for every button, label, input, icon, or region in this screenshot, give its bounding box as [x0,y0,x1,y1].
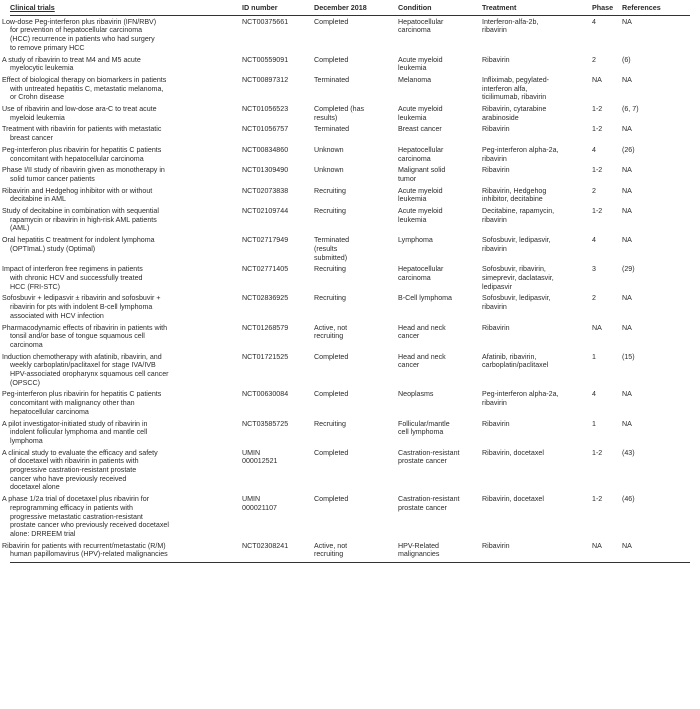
cell-condition: Lymphoma [398,236,433,245]
cell-status: Unknown [314,145,344,154]
table-row [10,388,690,417]
cell-trial-title: A pilot investigator-initiated study of ribavirin in indolent follicular lymphoma and mantle cell lymphoma [2,419,148,445]
header-condition: Condition [398,3,482,15]
cell-references: NA [622,75,632,84]
cell-phase: 2 [592,186,596,195]
cell-status: Recruiting [314,265,346,274]
cell-trial-title: Oral hepatitis C treatment for indolent lymphoma (OPTImaL) study (Optimal) [2,236,155,253]
cell-status: Completed (has results) [314,105,365,122]
table-row [10,205,690,234]
table-row [10,185,690,205]
cell-trial-title: Pharmacodynamic effects of ribavirin in patients with tonsil and/or base of tongue squamous cell carcinoma [2,323,168,349]
cell-id-number: NCT01309490 [242,166,289,175]
cell-treatment: Ribavirin, docetaxel [482,448,544,457]
cell-condition: Malignant solid tumor [398,166,446,183]
table-row [10,123,690,143]
cell-trial-title: A study of ribavirin to treat M4 and M5 acute myelocytic leukemia [2,55,141,73]
cell-references: (29) [622,265,635,274]
cell-references: NA [622,294,632,303]
cell-treatment: Afatinib, ribavirin, carboplatin/paclitaxel [482,352,549,370]
cell-id-number: NCT02073838 [242,186,289,195]
cell-phase: 4 [592,236,596,245]
cell-condition: Follicular/mantle cell lymphoma [398,419,450,437]
cell-id-number: UMIN 000012521 [242,448,278,466]
cell-references: (46) [622,495,635,504]
cell-phase: 1-2 [592,495,603,504]
table-row [10,322,690,351]
cell-id-number: NCT01056757 [242,125,289,134]
cell-condition: B-Cell lymphoma [398,294,453,303]
cell-references: (43) [622,448,635,457]
cell-references: (15) [622,352,635,361]
cell-treatment: Peg-interferon alpha-2a, ribavirin [482,145,559,163]
cell-phase: 4 [592,17,596,26]
cell-condition: Head and neck cancer [398,352,446,370]
cell-status: Recruiting [314,294,346,303]
cell-trial-title: Effect of biological therapy on biomarkers in patients with untreated hepatitis C, metastatic melanoma, or Crohn disease [2,75,167,102]
cell-trial-title: Ribavirin and Hedgehog inhibitor with or without decitabine in AML [2,186,153,204]
header-row [10,3,690,15]
cell-id-number: NCT00834860 [242,145,289,154]
cell-references: NA [622,236,632,245]
cell-references: NA [622,207,632,216]
cell-references: (6, 7) [622,105,639,114]
cell-condition: Acute myeloid leukemia [398,186,443,204]
table-row [10,493,690,540]
cell-phase: 1-2 [592,166,603,175]
cell-trial-title: Sofosbuvir + ledipasvir ± ribavirin and sofosbuvir + ribavirin for pts with indolent B-cell lymphoma associated with HCV infection [2,294,161,320]
cell-trial-title: Treatment with ribavirin for patients with metastatic breast cancer [2,125,162,143]
cell-id-number: NCT03585725 [242,419,289,428]
cell-condition: Castration-resistant prostate cancer [398,495,460,512]
cell-condition: HPV-Related malignancies [398,540,482,563]
cell-id-number: NCT02109744 [242,207,289,216]
table-row [10,351,690,389]
cell-status: Recruiting [314,186,346,195]
table-row [10,103,690,123]
cell-phase: NA [592,540,622,563]
cell-treatment: Ribavirin [482,540,592,563]
cell-status: Active, not recruiting [314,540,398,563]
cell-status: Recruiting [314,207,346,216]
cell-treatment: Ribavirin [482,55,510,64]
cell-phase: 2 [592,294,596,303]
cell-references: NA [622,186,632,195]
cell-treatment: Ribavirin, docetaxel [482,495,544,504]
cell-phase: 1-2 [592,207,603,216]
cell-status: Terminated [314,125,350,134]
cell-status: Completed [314,390,349,399]
table-header [10,3,690,15]
table-row [10,540,690,563]
table-row [10,164,690,184]
cell-id-number: NCT02308241 [242,540,314,563]
cell-trial-title: Impact of interferon free regimens in patients with chronic HCV and successfully treated HCC (FRI-STC) [2,265,143,291]
cell-id-number: NCT00630084 [242,390,289,399]
table-row [10,447,690,494]
header-references: References [622,3,690,15]
cell-id-number: NCT02836925 [242,294,289,303]
cell-treatment: Ribavirin, cytarabine arabinoside [482,105,547,122]
table-row [10,234,690,263]
cell-phase: NA [592,75,602,84]
header-phase: Phase [592,3,622,15]
cell-trial-title: Peg-interferon plus ribavirin for hepatitis C patients concomitant with malignancy other than hepatocellular carcinoma [2,390,162,416]
cell-phase: 1-2 [592,125,603,134]
cell-trial-title: Low-dose Peg-interferon plus ribavirin (IFN/RBV) for prevention of hepatocellular carcinoma (HCC) recurrence in patients who had surgery to remove primary HCC [2,17,157,52]
cell-status: Recruiting [314,419,346,428]
cell-id-number: NCT00375661 [242,17,289,26]
clinical-trials-page [2,0,690,563]
cell-condition: Hepatocellular carcinoma [398,17,444,35]
cell-phase: 4 [592,390,596,399]
cell-condition: Hepatocellular carcinoma [398,265,444,282]
cell-trial-title: Ribavirin for patients with recurrent/metastatic (R/M) human papillomavirus (HPV)-related malignancies [10,540,242,563]
cell-status: Active, not recruiting [314,323,348,341]
cell-treatment: Infliximab, pegylated- interferon alfa, ticilimumab, ribavirin [482,75,550,102]
cell-status: Completed [314,17,349,26]
cell-references: NA [622,390,632,399]
cell-condition: Breast cancer [398,125,442,134]
table-row [10,15,690,53]
cell-id-number: UMIN 000021107 [242,495,277,512]
cell-treatment: Peg-interferon alpha-2a, ribavirin [482,390,559,408]
clinical-trials-table [2,3,690,563]
cell-status: Terminated (results submitted) [314,236,350,262]
cell-id-number: NCT01268579 [242,323,289,332]
cell-phase: 4 [592,145,596,154]
table-row [10,263,690,292]
cell-references: NA [622,540,690,563]
table-row [10,144,690,164]
table-row [10,418,690,447]
cell-condition: Acute myeloid leukemia [398,207,443,224]
header-treatment: Treatment [482,3,592,15]
cell-status: Unknown [314,166,344,175]
cell-phase: 1 [592,352,596,361]
table-row [10,54,690,74]
cell-references: NA [622,419,632,428]
cell-condition: Acute myeloid leukemia [398,105,443,122]
cell-id-number: NCT01056523 [242,105,289,114]
cell-treatment: Ribavirin [482,125,510,134]
cell-references: NA [622,323,632,332]
cell-treatment: Decitabine, rapamycin, ribavirin [482,207,555,224]
cell-id-number: NCT00897312 [242,75,289,84]
cell-treatment: Ribavirin [482,323,510,332]
cell-condition: Head and neck cancer [398,323,446,341]
cell-trial-title: A phase 1/2a trial of docetaxel plus ribavirin for reprogramming efficacy in patients with progressive metastatic castration-resistant prostate cancer who previously received docetaxel alone: DRREEM trial [2,495,169,538]
cell-condition: Acute myeloid leukemia [398,55,443,73]
cell-phase: 1-2 [592,448,603,457]
cell-treatment: Sofosbuvir, ribavirin, simeprevir, daclatasvir, ledipasvir [482,265,554,291]
table-row [10,74,690,103]
cell-trial-title: Induction chemotherapy with afatinib, ribavirin, and weekly carboplatin/paclitaxel for stage IVA/IVB HPV-associated oropharynx squamous cell cancer (OPSCC) [2,352,169,387]
cell-references: NA [622,166,632,175]
header-status: December 2018 [314,3,398,15]
cell-trial-title: A clinical study to evaluate the efficacy and safety of docetaxel with ribavirin in patients with progressive castration-resistant prostate cancer who have previously received docetaxel alone [2,448,158,492]
cell-status: Terminated [314,75,350,84]
cell-references: NA [622,17,632,26]
cell-references: (6) [622,55,631,64]
cell-phase: 2 [592,55,596,64]
cell-status: Completed [314,55,349,64]
cell-condition: Melanoma [398,75,432,84]
cell-id-number: NCT02717949 [242,236,289,245]
cell-treatment: Ribavirin [482,419,510,428]
cell-references: (26) [622,145,635,154]
table-body [2,15,690,562]
header-clinical-trials: Clinical trials [10,3,242,15]
cell-trial-title: Use of ribavirin and low-dose ara-C to treat acute myeloid leukemia [2,105,157,122]
header-id-number: ID number [242,3,314,15]
cell-trial-title: Study of decitabine in combination with sequential rapamycin or ribavirin in high-risk AML patients (AML) [2,207,159,233]
cell-phase: 1 [592,419,596,428]
cell-treatment: Ribavirin [482,166,510,175]
cell-condition: Castration-resistant prostate cancer [398,448,460,466]
cell-phase: 1-2 [592,105,603,114]
cell-references: NA [622,125,632,134]
cell-id-number: NCT02771405 [242,265,289,274]
cell-condition: Hepatocellular carcinoma [398,145,444,163]
cell-treatment: Sofosbuvir, ledipasvir, ribavirin [482,294,551,312]
cell-trial-title: Peg-interferon plus ribavirin for hepatitis C patients concomitant with hepatocellular carcinoma [2,145,162,163]
cell-treatment: Interferon-alfa-2b, ribavirin [482,17,539,35]
cell-id-number: NCT01721525 [242,352,289,361]
cell-status: Completed [314,448,349,457]
cell-condition: Neoplasms [398,390,434,399]
cell-treatment: Sofosbuvir, ledipasvir, ribavirin [482,236,551,253]
cell-treatment: Ribavirin, Hedgehog inhibitor, decitabine [482,186,547,204]
cell-status: Completed [314,495,349,504]
cell-phase: NA [592,323,602,332]
cell-trial-title: Phase I/II study of ribavirin given as monotherapy in solid tumor cancer patients [2,166,165,183]
cell-phase: 3 [592,265,596,274]
cell-status: Completed [314,352,349,361]
cell-id-number: NCT00559091 [242,55,289,64]
table-row [10,292,690,321]
